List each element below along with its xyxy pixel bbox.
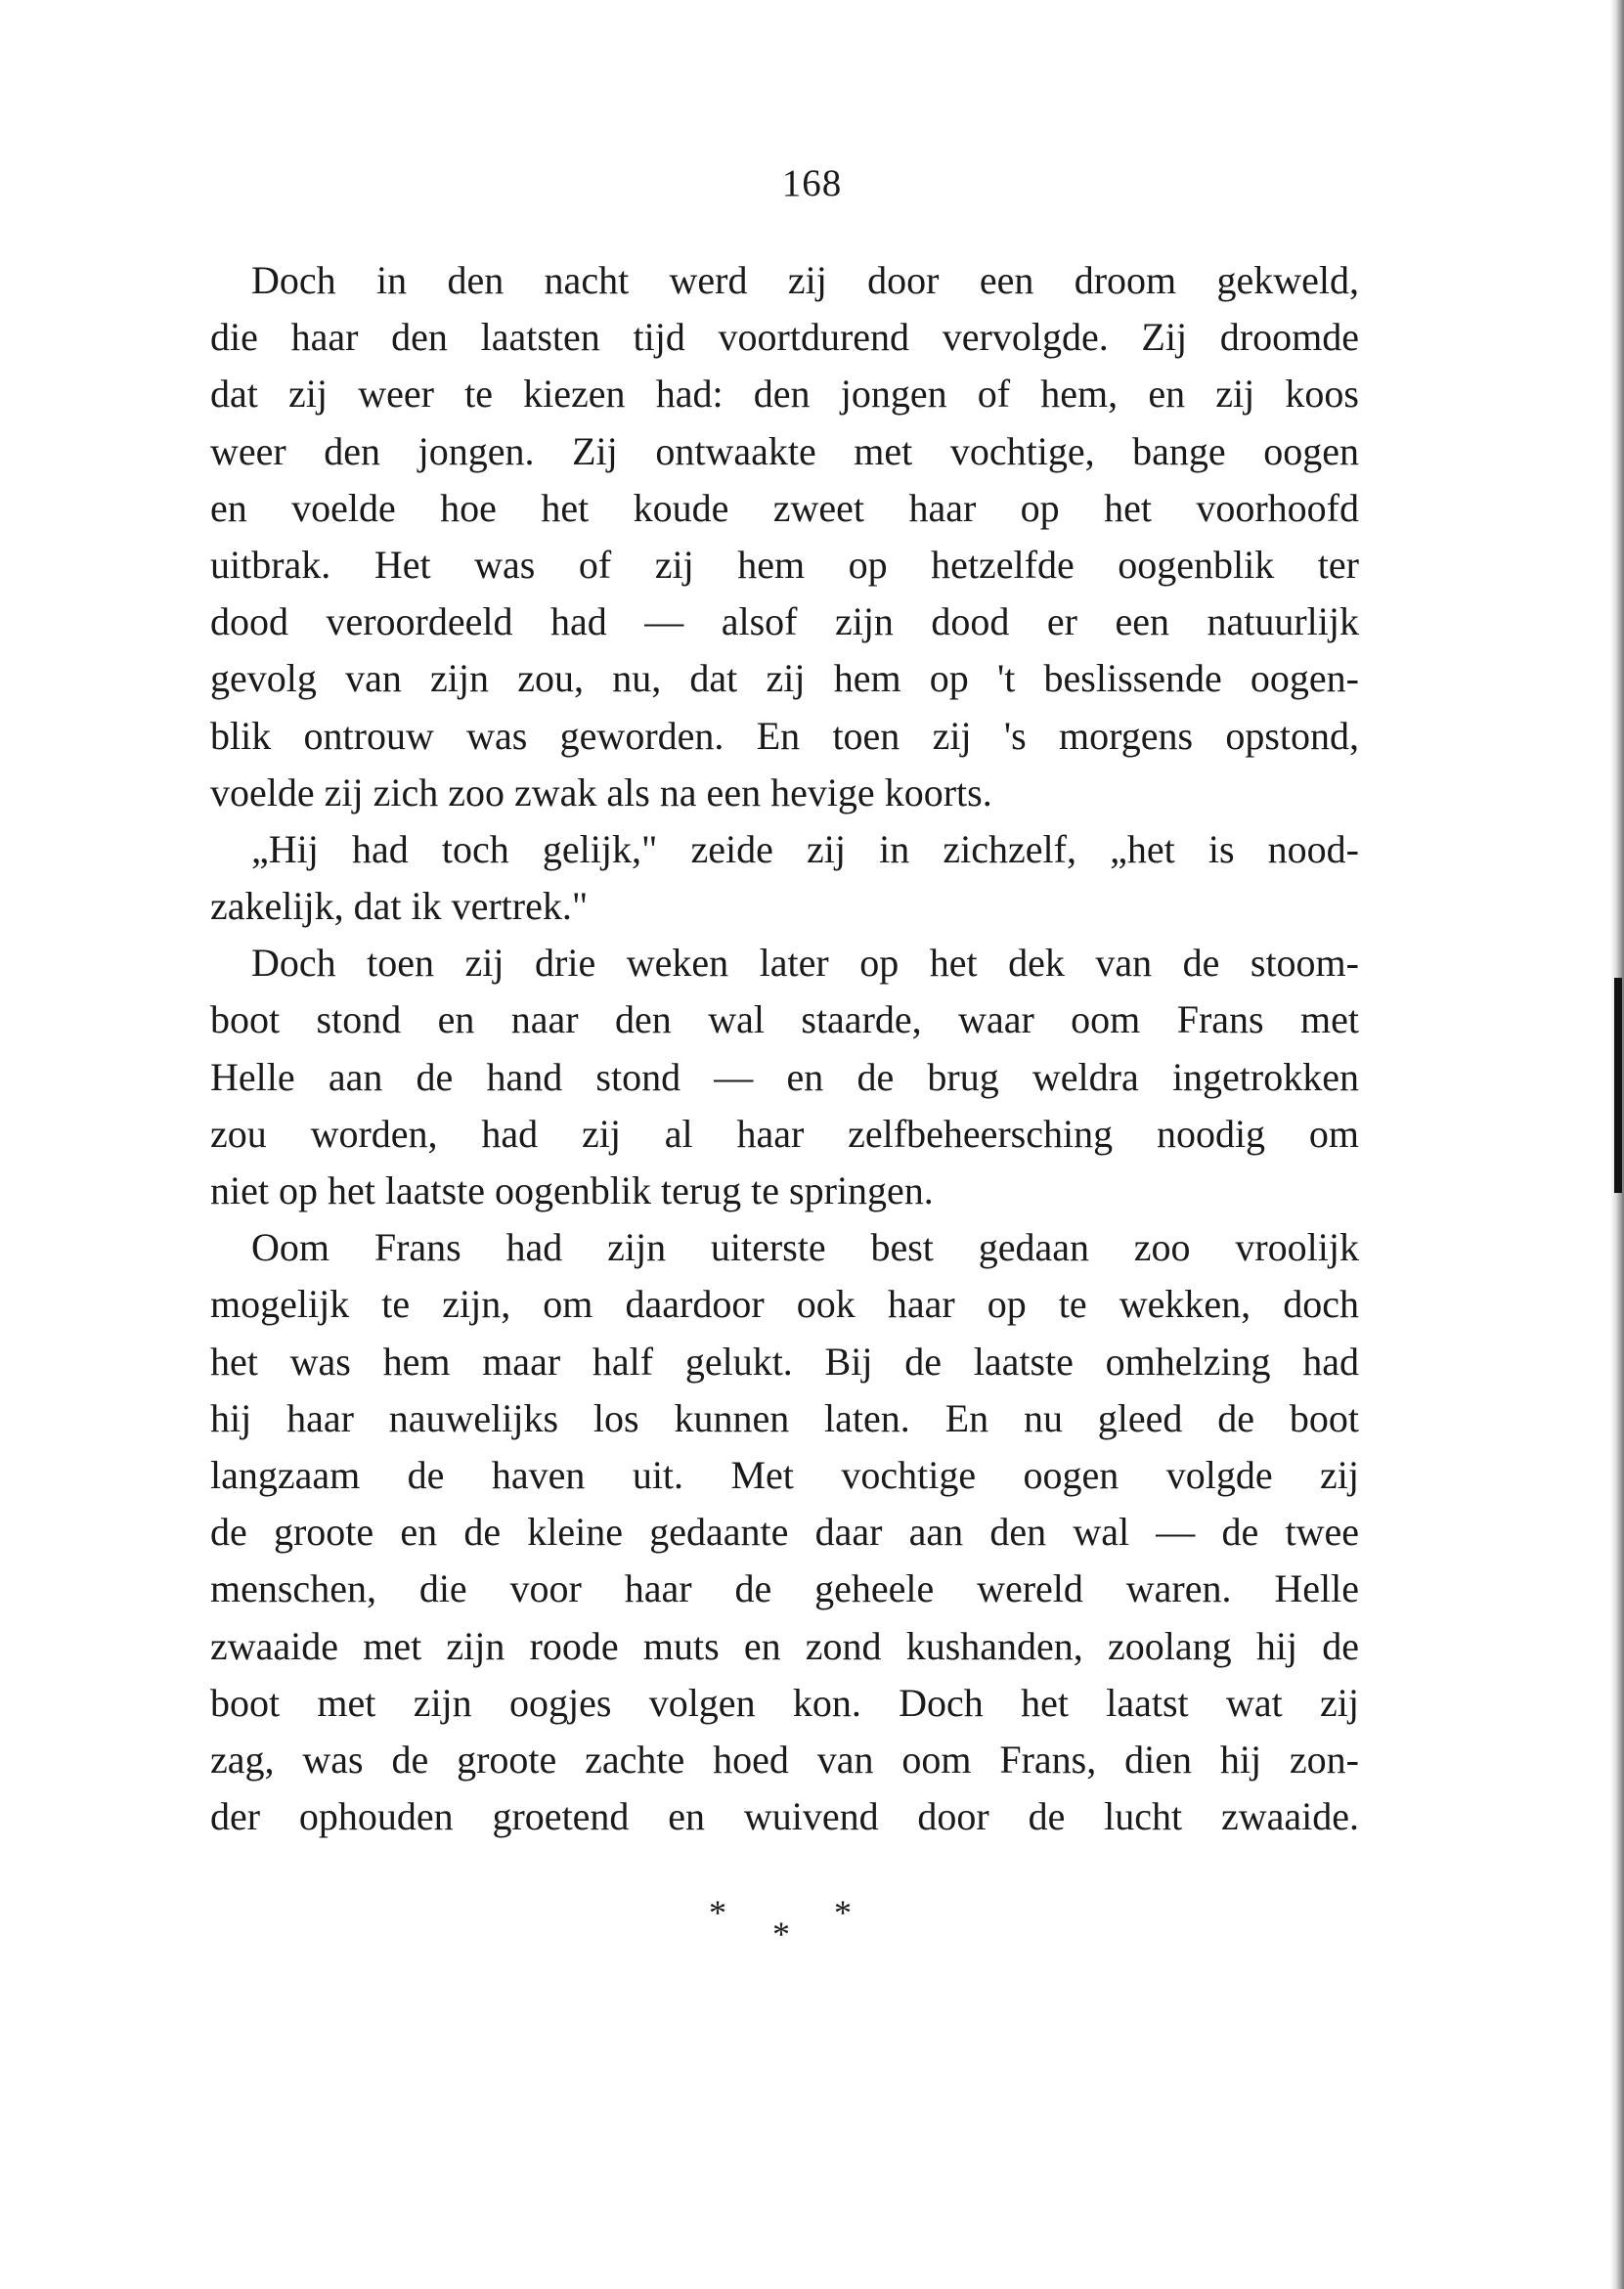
- text-line: mogelijk te zijn, om daardoor ook haar op te wekken, doch: [210, 1282, 1359, 1327]
- text-line: gevolg van zijn zou, nu, dat zij hem op 't beslissende oogen-: [210, 656, 1359, 701]
- text-line: het was hem maar half gelukt. Bij de laatste omhelzing had: [210, 1339, 1359, 1384]
- text-line: menschen, die voor haar de geheele wereld waren. Helle: [210, 1566, 1359, 1611]
- text-line: blik ontrouw was geworden. En toen zij 's morgens opstond,: [210, 713, 1359, 758]
- section-break-asterism: [0, 1892, 1624, 1960]
- text-line: der ophouden groetend en wuivend door de lucht zwaaide.: [210, 1794, 1359, 1839]
- text-line: Doch in den nacht werd zij door een droom gekweld,: [251, 258, 1359, 302]
- body-text: [210, 252, 1359, 1845]
- text-line: die haar den laatsten tijd voortdurend vervolgde. Zij droomde: [210, 315, 1359, 360]
- text-line: zwaaide met zijn roode muts en zond kushanden, zoolang hij de: [210, 1623, 1359, 1668]
- text-line: zou worden, had zij al haar zelfbeheersching noodig om: [210, 1111, 1359, 1156]
- text-line: uitbrak. Het was of zij hem op hetzelfde oogenblik ter: [210, 542, 1359, 587]
- text-line: boot stond en naar den wal staarde, waar oom Frans met: [210, 997, 1359, 1042]
- text-line: dat zij weer te kiezen had: den jongen of hem, en zij koos: [210, 372, 1359, 417]
- asterisk: *: [834, 1893, 852, 1932]
- asterisk: *: [772, 1915, 790, 1954]
- text-line: voelde zij zich zoo zwak als na een hevige koorts.: [210, 770, 992, 814]
- text-line: dood veroordeeld had — alsof zijn dood er een natuurlijk: [210, 599, 1359, 644]
- page-edge-mark: [1614, 978, 1622, 1193]
- text-line: en voelde hoe het koude zweet haar op het voorhoofd: [210, 485, 1359, 530]
- text-line: „Hij had toch gelijk," zeide zij in zichzelf, „het is nood-: [251, 826, 1359, 871]
- asterisk: *: [709, 1893, 726, 1932]
- text-line: Doch toen zij drie weken later op het dek van de stoom-: [251, 941, 1359, 986]
- text-line: Helle aan de hand stond — en de brug weldra ingetrokken: [210, 1054, 1359, 1099]
- text-line: hij haar nauwelijks los kunnen laten. En nu gleed de boot: [210, 1395, 1359, 1440]
- text-line: weer den jongen. Zij ontwaakte met vochtige, bange oogen: [210, 428, 1359, 473]
- text-line: niet op het laatste oogenblik terug te springen.: [210, 1168, 934, 1212]
- text-line: boot met zijn oogjes volgen kon. Doch het laatst wat zij: [210, 1680, 1359, 1725]
- text-line: zakelijk, dat ik vertrek.": [210, 884, 589, 929]
- page-number: 168: [781, 162, 843, 204]
- text-line: langzaam de haven uit. Met vochtige oogen volgde zij: [210, 1452, 1359, 1497]
- text-line: Oom Frans had zijn uiterste best gedaan zoo vroolijk: [251, 1225, 1359, 1270]
- text-line: zag, was de groote zachte hoed van oom Frans, dien hij zon-: [210, 1737, 1359, 1782]
- text-line: de groote en de kleine gedaante daar aan den wal — de twee: [210, 1510, 1359, 1555]
